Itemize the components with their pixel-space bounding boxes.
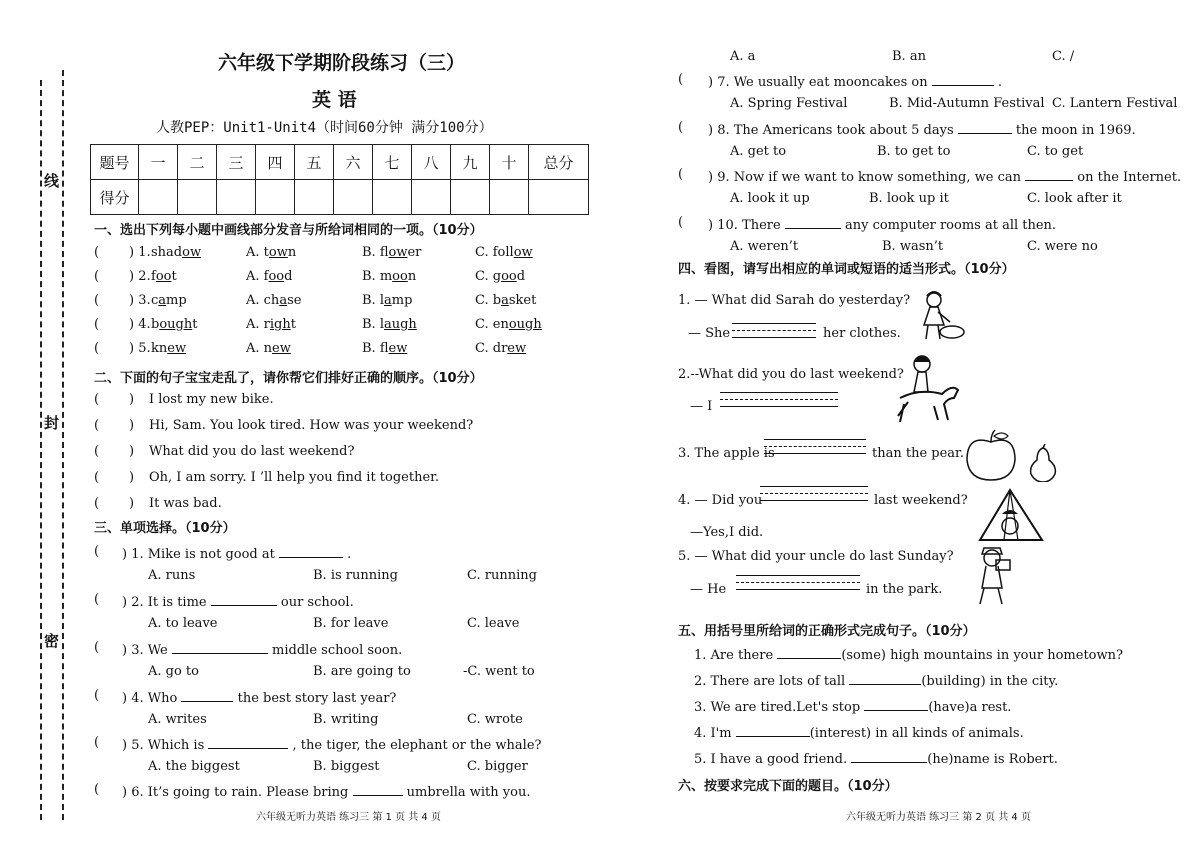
- s1-option-a: [246, 245, 296, 260]
- s1-word-part: oo: [155, 269, 172, 284]
- s3-answer-blank[interactable]: [211, 592, 277, 606]
- score-cell: 得分: [91, 180, 139, 215]
- s5-answer-blank[interactable]: [777, 645, 841, 659]
- s5-stem: 2. There are lots of tall: [694, 674, 846, 689]
- score-input-cell[interactable]: [217, 180, 256, 215]
- s3-option-b: B. Mid-Autumn Festival: [889, 96, 1045, 111]
- s1-option-b-part: ew: [388, 341, 408, 356]
- s1-option-a-part: n: [287, 245, 297, 260]
- s3-option-a: A. weren’t: [730, 239, 799, 254]
- score-input-cell[interactable]: [490, 180, 529, 215]
- s1-word-part: mp: [166, 293, 187, 308]
- s1-word: [151, 341, 186, 356]
- s1-option-b-part: B. m: [362, 269, 393, 284]
- score-cell: 十: [490, 145, 529, 180]
- binding-dashed-line-inner: [62, 70, 64, 820]
- s1-paren: (: [94, 269, 100, 284]
- s4-q1-question: 1. — What did Sarah do yesterday?: [678, 293, 911, 308]
- s3-num: ) 4.: [122, 691, 144, 706]
- section-5-title: 五、用括号里所给词的正确形式完成句子。（10分）: [678, 624, 976, 639]
- score-input-cell[interactable]: [256, 180, 295, 215]
- s3-question: [122, 688, 396, 706]
- pear-picture: [1028, 444, 1058, 482]
- s4-q3-post: than the pear.: [872, 446, 964, 461]
- s2-paren-open: (: [94, 392, 100, 407]
- s1-option-c: [475, 293, 536, 308]
- s1-option-c-part: C. foll: [475, 245, 514, 260]
- score-table-header-row: [91, 145, 589, 180]
- s1-option-a-part: d: [284, 269, 293, 284]
- s3-num: ) 6.: [122, 785, 144, 800]
- s1-option-c: [475, 341, 526, 356]
- s3-option-c: C. to get: [1027, 144, 1084, 159]
- s1-word-part: a: [158, 293, 167, 308]
- section-2-title: 二、下面的句子宝宝走乱了，请你帮它们排好正确的顺序。（10分）: [94, 371, 483, 386]
- binding-seal-label: 封: [44, 414, 60, 432]
- girl-washing-clothes-picture: [908, 288, 966, 346]
- s1-option-b-part: n: [407, 269, 417, 284]
- s4-q5-post: in the park.: [866, 582, 943, 597]
- s3-answer-blank[interactable]: [208, 735, 288, 749]
- s1-word-part: kn: [151, 341, 168, 356]
- s5-sentence: [694, 645, 1123, 663]
- s1-option-c-part: ough: [508, 317, 542, 332]
- s3-stem-end: .: [997, 75, 1003, 90]
- s1-num: ) 5.: [129, 341, 151, 356]
- s3-paren: (: [94, 688, 100, 703]
- s1-word-part: ough: [159, 317, 193, 332]
- s1-option-c-part: C. dr: [475, 341, 508, 356]
- s3-option-b: B. wasn’t: [882, 239, 944, 254]
- s4-q2-pre: — I: [690, 399, 713, 414]
- s5-answer-blank[interactable]: [864, 697, 928, 711]
- s1-option-c: [475, 245, 533, 260]
- s1-paren: (: [94, 293, 100, 308]
- s3-num: ) 2.: [122, 595, 144, 610]
- s3-paren: (: [94, 640, 100, 655]
- s2-paren-open: (: [94, 418, 100, 433]
- s5-stem: 4. I'm: [694, 726, 732, 741]
- s3-stem-end: the moon in 1969.: [1015, 123, 1136, 138]
- s5-stem: 1. Are there: [694, 648, 774, 663]
- s3-num: ) 1.: [122, 547, 144, 562]
- s4-q1-answer-lines[interactable]: [732, 323, 816, 344]
- s3-option-b: B. writing: [313, 712, 379, 727]
- s1-word: [151, 269, 177, 284]
- s3-option-a: A. get to: [730, 144, 787, 159]
- s2-paren-open: (: [94, 496, 100, 511]
- score-cell: 二: [178, 145, 217, 180]
- s3-option-c: C. /: [1052, 49, 1075, 64]
- subject-title: 英 语: [312, 89, 357, 111]
- s1-word-part: ow: [182, 245, 202, 260]
- s3-question: [122, 592, 354, 610]
- s1-option-c-part: C. b: [475, 293, 502, 308]
- footer-right: 六年级无听力英语 练习三 第 2 页 共 4 页: [846, 812, 1031, 823]
- s3-paren: (: [678, 215, 684, 230]
- s5-sentence: [694, 671, 1058, 689]
- s3-option-b: B. an: [892, 49, 926, 64]
- s3-option-a: A. look it up: [730, 191, 810, 206]
- s4-q3-answer-lines[interactable]: [764, 439, 866, 460]
- s1-option-b-part: ow: [388, 245, 408, 260]
- s3-option-c: C. leave: [467, 616, 520, 631]
- s1-option-c-part: a: [501, 293, 509, 308]
- s1-option-c-part: oo: [501, 269, 517, 284]
- s1-option-a-part: oo: [268, 269, 285, 284]
- s1-option-a-part: se: [287, 293, 302, 308]
- man-taking-photos-picture: [972, 546, 1022, 608]
- s1-option-c-part: ow: [513, 245, 533, 260]
- page-title: 六年级下学期阶段练习（三）: [218, 52, 466, 74]
- s1-option-b-part: er: [407, 245, 422, 260]
- score-cell: 题号: [91, 145, 139, 180]
- score-cell: 五: [295, 145, 334, 180]
- s3-answer-blank[interactable]: [932, 72, 994, 86]
- binding-line-label: 线: [44, 172, 60, 190]
- s3-option-c: C. were no: [1027, 239, 1098, 254]
- s1-option-a: [246, 293, 301, 308]
- s1-option-c-part: C. en: [475, 317, 509, 332]
- s4-q4-post: last weekend?: [874, 493, 968, 508]
- s4-q3-pre: 3. The apple is: [678, 446, 775, 461]
- s3-stem: Now if we want to know something, we can: [733, 170, 1021, 185]
- s3-question: [708, 120, 1136, 138]
- s1-word-part: t: [192, 317, 198, 332]
- s3-num: ) 10.: [708, 218, 738, 233]
- s1-option-a-part: A. r: [246, 317, 270, 332]
- score-input-cell[interactable]: [178, 180, 217, 215]
- s3-paren: (: [94, 782, 100, 797]
- s1-option-b-part: oo: [392, 269, 408, 284]
- s2-sentence: Hi, Sam. You look tired. How was your weekend?: [149, 418, 474, 433]
- s3-stem: We usually eat mooncakes on: [733, 75, 928, 90]
- s4-q2-question: 2.--What did you do last weekend?: [678, 367, 904, 382]
- s3-paren: (: [678, 72, 684, 87]
- s1-num: ) 4.: [129, 317, 151, 332]
- s3-option-a: A. writes: [148, 712, 207, 727]
- score-input-cell[interactable]: [451, 180, 490, 215]
- s5-answer-blank[interactable]: [849, 671, 921, 685]
- s1-option-a-part: a: [279, 293, 288, 308]
- s5-stem-end: (interest) in all kinds of animals.: [809, 726, 1024, 741]
- s1-option-b: [362, 245, 421, 260]
- s3-option-b: B. biggest: [313, 759, 380, 774]
- s3-paren: (: [94, 544, 100, 559]
- s3-option-c: C. Lantern Festival: [1052, 96, 1178, 111]
- s1-option-a: [246, 269, 292, 284]
- s3-answer-blank[interactable]: [958, 120, 1012, 134]
- score-input-cell[interactable]: [139, 180, 178, 215]
- s1-option-b-part: a: [383, 293, 392, 308]
- s5-answer-blank[interactable]: [736, 723, 810, 737]
- s1-option-b-part: B. fl: [362, 245, 389, 260]
- s2-sentence: What did you do last weekend?: [149, 444, 355, 459]
- s3-stem-end: , the tiger, the elephant or the whale?: [292, 738, 542, 753]
- s3-option-c: -C. went to: [463, 664, 535, 679]
- s3-num: ) 7.: [708, 75, 730, 90]
- s3-answer-blank[interactable]: [1025, 167, 1073, 181]
- s2-paren-close: ): [129, 418, 135, 433]
- s3-answer-blank[interactable]: [172, 640, 268, 654]
- score-input-cell[interactable]: [295, 180, 334, 215]
- score-input-cell[interactable]: [529, 180, 589, 215]
- s1-option-a: [246, 317, 296, 332]
- section-6-title: 六、按要求完成下面的题目。（10分）: [678, 779, 898, 794]
- s2-paren-open: (: [94, 470, 100, 485]
- s5-sentence: [694, 723, 1024, 741]
- s3-num: ) 9.: [708, 170, 730, 185]
- s5-sentence: [694, 749, 1058, 767]
- s3-option-b: B. is running: [313, 568, 398, 583]
- score-cell: 六: [334, 145, 373, 180]
- s3-paren: (: [678, 167, 684, 182]
- s3-question: [708, 72, 1002, 90]
- s3-stem: There: [742, 218, 781, 233]
- s1-option-b: [362, 269, 416, 284]
- s3-paren: (: [94, 735, 100, 750]
- s4-q1-post: her clothes.: [823, 326, 901, 341]
- score-cell: 一: [139, 145, 178, 180]
- s1-option-b-part: B. fl: [362, 341, 389, 356]
- camping-tent-picture: [972, 484, 1052, 546]
- score-cell: 三: [217, 145, 256, 180]
- s3-option-c: C. wrote: [467, 712, 523, 727]
- score-cell: 七: [373, 145, 412, 180]
- s3-option-b: B. to get to: [877, 144, 951, 159]
- s3-stem-end: middle school soon.: [272, 643, 403, 658]
- s1-option-a-part: ew: [272, 341, 291, 356]
- s3-num: ) 3.: [122, 643, 144, 658]
- score-table-score-row: [91, 180, 589, 215]
- s3-stem: Who: [147, 691, 178, 706]
- s3-stem: We: [147, 643, 168, 658]
- s3-question: [122, 544, 351, 562]
- section-4-title: 四、看图，请写出相应的单词或短语的适当形式。（10分）: [678, 262, 1015, 277]
- footer-left: 六年级无听力英语 练习三 第 1 页 共 4 页: [256, 812, 441, 823]
- s1-option-a-part: A. n: [246, 341, 273, 356]
- score-cell: 总分: [529, 145, 589, 180]
- score-cell: 九: [451, 145, 490, 180]
- s3-stem: It’s going to rain. Please bring: [147, 785, 349, 800]
- s3-stem-end: .: [347, 547, 352, 562]
- s3-stem: Mike is not good at: [147, 547, 275, 562]
- s1-option-a-part: A. t: [246, 245, 269, 260]
- s1-option-c: [475, 269, 525, 284]
- s4-q4-pre: 4. — Did you: [678, 493, 763, 508]
- s2-paren-close: ): [129, 496, 135, 511]
- s1-option-b-part: B. l: [362, 293, 384, 308]
- s3-question: [708, 215, 1056, 233]
- s3-option-a: A. a: [730, 49, 756, 64]
- exam-info: 人教PEP：Unit1-Unit4（时间60分钟 满分100分）: [156, 120, 493, 136]
- s3-stem-end: umbrella with you.: [406, 785, 531, 800]
- s5-stem: 5. I have a good friend.: [694, 752, 848, 767]
- s1-option-b: [362, 293, 412, 308]
- s2-paren-open: (: [94, 444, 100, 459]
- s3-num: ) 5.: [122, 738, 144, 753]
- s1-word-part: shad: [151, 245, 183, 260]
- s3-paren: (: [678, 120, 684, 135]
- s1-option-c-part: sket: [508, 293, 537, 308]
- s4-q5-question: 5. — What did your uncle do last Sunday?: [678, 549, 954, 564]
- s3-answer-blank[interactable]: [785, 215, 841, 229]
- s1-paren: (: [94, 341, 100, 356]
- s1-word: [151, 317, 197, 332]
- score-input-cell[interactable]: [412, 180, 451, 215]
- s3-question: [122, 735, 542, 753]
- s3-paren: (: [94, 592, 100, 607]
- s1-word-part: t: [171, 269, 177, 284]
- section-3-title: 三、单项选择。（10分）: [94, 521, 236, 536]
- s1-word-part: ew: [167, 341, 187, 356]
- s3-stem-end: our school.: [280, 595, 354, 610]
- s3-question: [122, 640, 402, 658]
- s2-paren-close: ): [129, 470, 135, 485]
- s4-q4-answer: —Yes,I did.: [690, 525, 764, 540]
- s1-option-a-part: igh: [269, 317, 291, 332]
- s3-option-c: C. look after it: [1027, 191, 1122, 206]
- s1-word-part: f: [151, 269, 156, 284]
- s3-option-a: A. Spring Festival: [730, 96, 848, 111]
- s3-option-c: C. bigger: [467, 759, 528, 774]
- s3-stem-end: the best story last year?: [237, 691, 397, 706]
- s1-option-c-part: d: [516, 269, 526, 284]
- s1-option-c-part: ew: [507, 341, 527, 356]
- s3-option-a: A. go to: [148, 664, 199, 679]
- s2-sentence: It was bad.: [149, 496, 222, 511]
- score-cell: 四: [256, 145, 295, 180]
- s3-answer-blank[interactable]: [279, 544, 343, 558]
- s5-answer-blank[interactable]: [851, 749, 927, 763]
- s3-stem: Which is: [147, 738, 205, 753]
- s4-q5-pre: — He: [690, 582, 727, 597]
- girl-riding-horse-picture: [888, 352, 968, 432]
- s5-stem-end: (building) in the city.: [921, 674, 1059, 689]
- s1-paren: (: [94, 317, 100, 332]
- s1-word: [151, 293, 187, 308]
- s5-stem-end: (he)name is Robert.: [927, 752, 1058, 767]
- s3-option-a: A. runs: [148, 568, 196, 583]
- s3-answer-blank[interactable]: [353, 782, 403, 796]
- s1-option-b: [362, 341, 407, 356]
- s4-q5-answer-lines[interactable]: [736, 575, 860, 596]
- s1-paren: (: [94, 245, 100, 260]
- s2-paren-close: ): [129, 444, 135, 459]
- s1-option-b: [362, 317, 417, 332]
- s1-option-a-part: t: [290, 317, 296, 332]
- s2-paren-close: ): [129, 392, 135, 407]
- s5-stem-end: (have)a rest.: [928, 700, 1012, 715]
- s3-answer-blank[interactable]: [181, 688, 233, 702]
- apple-picture: [964, 428, 1018, 482]
- s1-option-b-part: mp: [391, 293, 413, 308]
- s5-stem: 3. We are tired.Let's stop: [694, 700, 861, 715]
- s4-q2-answer-lines[interactable]: [720, 392, 838, 413]
- s3-option-b: B. are going to: [313, 664, 411, 679]
- s1-word: [151, 245, 201, 260]
- s1-num: ) 1.: [129, 245, 151, 260]
- s3-option-b: B. for leave: [313, 616, 389, 631]
- score-input-cell[interactable]: [373, 180, 412, 215]
- s1-option-c: [475, 317, 542, 332]
- binding-secret-label: 密: [44, 632, 60, 650]
- s3-question: [708, 167, 1181, 185]
- s4-q1-pre: — She: [688, 326, 731, 341]
- s1-word-part: c: [151, 293, 159, 308]
- s1-option-c-part: C. g: [475, 269, 502, 284]
- binding-dashed-line-outer: [40, 80, 42, 820]
- s1-option-b-part: augh: [383, 317, 417, 332]
- s2-sentence: Oh, I am sorry. I ’ll help you find it together.: [149, 470, 440, 485]
- s3-stem: It is time: [147, 595, 207, 610]
- s1-num: ) 2.: [129, 269, 151, 284]
- s1-num: ) 3.: [129, 293, 151, 308]
- s3-stem-end: on the Internet.: [1077, 170, 1182, 185]
- s3-stem: The Americans took about 5 days: [733, 123, 954, 138]
- s3-option-a: A. the biggest: [148, 759, 240, 774]
- s1-option-a-part: A. f: [246, 269, 269, 284]
- score-cell: 八: [412, 145, 451, 180]
- s3-option-b: B. look up it: [869, 191, 949, 206]
- s1-word-part: b: [151, 317, 160, 332]
- s4-q4-answer-lines[interactable]: [760, 486, 868, 507]
- score-input-cell[interactable]: [334, 180, 373, 215]
- s5-stem-end: (some) high mountains in your hometown?: [841, 648, 1123, 663]
- s5-sentence: [694, 697, 1011, 715]
- s2-sentence: I lost my new bike.: [149, 392, 274, 407]
- s3-question: [122, 782, 530, 800]
- s3-stem-end: any computer rooms at all then.: [844, 218, 1057, 233]
- s3-option-a: A. to leave: [148, 616, 218, 631]
- s3-num: ) 8.: [708, 123, 730, 138]
- s1-option-a-part: ow: [268, 245, 288, 260]
- s1-option-a: [246, 341, 291, 356]
- score-table: [90, 144, 589, 215]
- s3-option-c: C. running: [467, 568, 537, 583]
- section-1-title: 一、选出下列每小题中画线部分发音与所给词相同的一项。（10分）: [94, 223, 483, 238]
- s1-option-a-part: A. ch: [246, 293, 280, 308]
- s1-option-b-part: B. l: [362, 317, 384, 332]
